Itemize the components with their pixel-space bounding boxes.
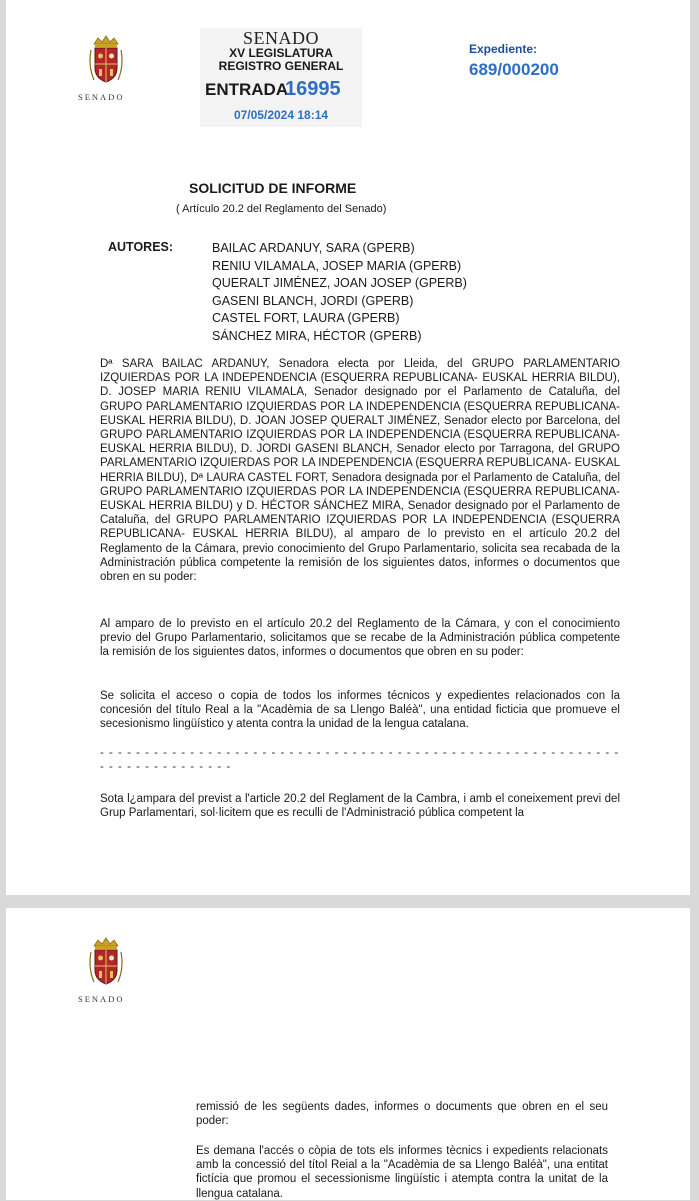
autor-item: GASENI BLANCH, JORDI (GPERB) bbox=[212, 293, 414, 308]
stamp-entrada-label: ENTRADA bbox=[205, 80, 289, 99]
stamp-entrada-number: 16995 bbox=[285, 78, 341, 100]
crest-caption: SENADO bbox=[78, 92, 125, 102]
document-subtitle: ( Artículo 20.2 del Reglamento del Senado) bbox=[176, 203, 387, 215]
catalan-continuation-paragraph: remissió de les següents dades, informes o documents que obren en el seu poder: bbox=[196, 1101, 608, 1128]
senado-crest-icon bbox=[86, 936, 126, 992]
autor-item: RENIU VILAMALA, JOSEP MARIA (GPERB) bbox=[212, 258, 462, 273]
catalan-paragraph: Sota l¿ampara del previst a l'article 20.2 del Reglament de la Cambra, i amb el coneixement previ del Grup Parlamentari, sol·licitem que es reculli de l'Administració pública competent la bbox=[100, 793, 620, 820]
separator-line: - - - - - - - - - - - - - - - - - - - - - - - - - - - - - - - - - - - - - - - - - - - - - - - - - - - - - - - - - - - - - - - - - - - - - - - - - bbox=[100, 747, 620, 774]
stamp-registro: REGISTRO GENERAL bbox=[218, 59, 344, 73]
request-detail-paragraph: Se solicita el acceso o copia de todos los informes técnicos y expedientes relacionados con la concesión del título Real a la "Acadèmia de sa Llengo Baléà", una entidad ficticia que promueve el secesionismo lingüístico y atenta contra la unidad de la lengua catalana. bbox=[100, 690, 620, 731]
autor-item: QUERALT JIMÉNEZ, JOAN JOSEP (GPERB) bbox=[212, 276, 467, 290]
autor-item: CASTEL FORT, LAURA (GPERB) bbox=[212, 311, 400, 325]
registry-stamp bbox=[200, 28, 362, 127]
autor-item: BAILAC ARDANUY, SARA (GPERB) bbox=[212, 241, 415, 255]
senado-crest-icon bbox=[86, 34, 126, 90]
stamp-datetime: 07/05/2024 18:14 bbox=[233, 108, 329, 122]
autores-list bbox=[212, 240, 467, 345]
stamp-legislatura: XV LEGISLATURA bbox=[229, 46, 333, 60]
stamp-senado: SENADO bbox=[242, 28, 319, 48]
expediente-label: Expediente: bbox=[469, 42, 538, 56]
expediente-value: 689/000200 bbox=[469, 60, 559, 79]
autor-item: SÁNCHEZ MIRA, HÉCTOR (GPERB) bbox=[212, 328, 422, 343]
crest-caption: SENADO bbox=[78, 994, 125, 1004]
intro-paragraph: Dª SARA BAILAC ARDANUY, Senadora electa por Lleida, del GRUPO PARLAMENTARIO IZQUIERDAS POR LA INDEPENDENCIA (ESQUERRA REPUBLICANA- EUSKAL HERRIA BILDU), D. JOSEP MARIA RENIU VILAMALA, Senador designado por el Parlamento de Cataluña, del GRUPO PARLAMENTARIO IZQUIERDAS POR LA INDEPENDENCIA (ESQUERRA REPUBLICANA- EUSKAL HERRIA BILDU), D. JOAN JOSEP QUERALT JIMÉNEZ, Senador electo por Barcelona, del GRUPO PARLAMENTARIO IZQUIERDAS POR LA INDEPENDENCIA (ESQUERRA REPUBLICANA- EUSKAL HERRIA BILDU), D. JORDI GASENI BLANCH, Senador electo por Tarragona, del GRUPO PARLAMENTARIO IZQUIERDAS POR LA INDEPENDENCIA (ESQUERRA REPUBLICANA- EUSKAL HERRIA BILDU), Dª LAURA CASTEL FORT, Senadora designada por el Parlamento de Cataluña, del GRUPO PARLAMENTARIO IZQUIERDAS POR LA INDEPENDENCIA (ESQUERRA REPUBLICANA- EUSKAL HERRIA BILDU) y D. HÉCTOR SÁNCHEZ MIRA, Senador designado por el Parlamento de Cataluña, del GRUPO PARLAMENTARIO IZQUIERDAS POR LA INDEPENDENCIA (ESQUERRA REPUBLICANA- EUSKAL HERRIA BILDU), al amparo de lo previsto en el artículo 20.2 del Reglamento de la Cámara, previo conocimiento del Grupo Parlamentario, solicita sea recabada de la Administración pública competente la remisión de los siguientes datos, informes o documentos que obren en su poder: bbox=[100, 358, 620, 584]
document-page-1 bbox=[6, 0, 690, 895]
catalan-request-paragraph: Es demana l'accés o còpia de tots els informes tècnics i expedients relacionats amb la concessió del títol Reial a la "Acadèmia de sa Llengo Baléà", una entitat fictícia que promou el secessionisme lingüístic i atempta contra la unitat de la llengua catalana. bbox=[196, 1145, 608, 1200]
autores-label: AUTORES: bbox=[108, 240, 174, 254]
request-paragraph: Al amparo de lo previsto en el artículo 20.2 del Reglamento de la Cámara, y con el conocimiento previo del Grupo Parlamentario, solicitamos que se recabe de la Administración pública competente la remisión de los siguientes datos, informes o documentos que obren en su poder: bbox=[100, 618, 620, 659]
document-title: SOLICITUD DE INFORME bbox=[189, 180, 357, 196]
